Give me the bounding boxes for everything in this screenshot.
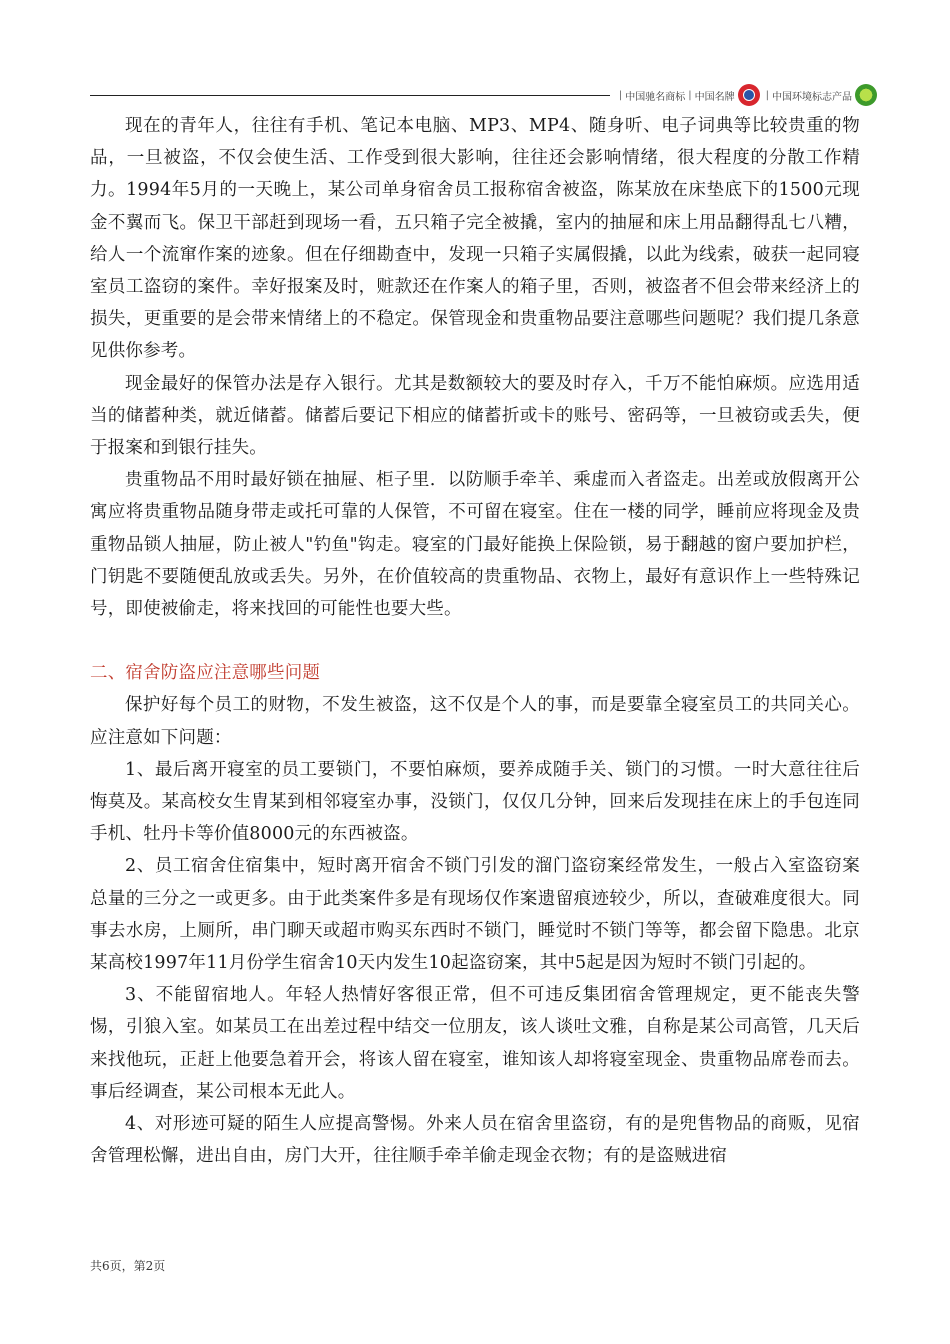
famous-brand-logo-icon xyxy=(738,84,760,106)
section-heading: 二、宿舍防盗应注意哪些问题 xyxy=(90,663,321,684)
paragraph-2: 现金最好的保管办法是存入银行。尤其是数额较大的要及时存入，千万不能怕麻烦。应选用适当的储蓄种类，就近储蓄。储蓄后要记下相应的储蓄折或卡的账号、密码等，一旦被窃或丢失，便于报案和到银行挂失。 xyxy=(90,373,860,459)
section-paragraph-1: 保护好每个员工的财物，不发生被盗，这不仅是个人的事，而是要靠全寝室员工的共同关心。应注意如下问题： xyxy=(90,695,860,748)
paragraph-3: 贵重物品不用时最好锁在抽屉、柜子里．以防顺手牵羊、乘虚而入者盗走。出差或放假离开公寓应将贵重物品随身带走或托可靠的人保管，不可留在寝室。住在一楼的同学，睡前应将现金及贵重物品锁人抽屉，防止被人"钓鱼"钩走。寝室的门最好能换上保险锁，易于翻越的窗户要加护栏，门钥匙不要随便乱放或丢失。另外，在价值较高的贵重物品、衣物上，最好有意识作上一些特殊记号，即使被偷走，将来找回的可能性也要大些。 xyxy=(90,470,860,620)
badge-environment-label: 中国环境标志产品 xyxy=(772,91,852,103)
page-footer: 共6页，第2页 xyxy=(90,1259,166,1273)
page-header xyxy=(90,80,880,112)
document-body xyxy=(90,110,860,1173)
badge-famous-brand: 中国名牌 xyxy=(694,91,735,103)
badge-famous-trademark: 中国驰名商标 xyxy=(625,91,686,103)
section-paragraph-2: 1、最后离开寝室的员工要锁门，不要怕麻烦，要养成随手关、锁门的习惯。一时大意往往后悔莫及。某高校女生胄某到相邻寝室办事，没锁门，仅仅几分钟，回来后发现挂在床上的手包连同手机、牡丹卡等价值8000元的东西被盗。 xyxy=(90,759,860,845)
brand-badges: | 中国驰名商标 | 中国名牌 | 中国环境标志产品 xyxy=(610,82,880,108)
paragraph-1: 现在的青年人，往往有手机、笔记本电脑、MP3、MP4、随身听、电子词典等比较贵重的物品，一旦被盗，不仅会使生活、工作受到很大影响，往往还会影响情绪，很大程度的分散工作精力。1994年5月的一天晚上，某公司单身宿舍员工报称宿舍被盗，陈某放在床垫底下的1500元现金不翼而飞。保卫干部赶到现场一看，五只箱子完全被撬，室内的抽屉和床上用品翻得乱七八糟，给人一个流窜作案的迹象。但在仔细勘查中，发现一只箱子实属假撬，以此为线索，破获一起同寝室员工盗窃的案件。幸好报案及时，赃款还在作案人的箱子里，否则，被盗者不但会带来经济上的损失，更重要的是会带来情绪上的不稳定。保管现金和贵重物品要注意哪些问题呢？我们提几条意见供你参考。 xyxy=(90,116,860,362)
environment-label-logo-icon xyxy=(855,84,877,106)
section-paragraph-4: 3、不能留宿地人。年轻人热情好客很正常，但不可违反集团宿舍管理规定，更不能丧失警惕，引狼入室。如某员工在出差过程中结交一位朋友，该人谈吐文雅，自称是某公司高管，几天后来找他玩，正赶上他要急着开会，将该人留在寝室，谁知该人却将寝室现金、贵重物品席卷而去。事后经调查，某公司根本无此人。 xyxy=(90,985,860,1102)
section-paragraph-3: 2、员工宿舍住宿集中，短时离开宿舍不锁门引发的溜门盗窃案经常发生，一般占入室盗窃案总量的三分之一或更多。由于此类案件多是有现场仅作案遗留痕迹较少，所以，查破难度很大。同事去水房，上厕所，串门聊天或超市购买东西时不锁门，睡觉时不锁门等等，都会留下隐患。北京某高校1997年11月份学生宿舍10天内发生10起盗窃案，其中5起是因为短时不锁门引起的。 xyxy=(90,856,860,974)
section-paragraph-5: 4、对形迹可疑的陌生人应提高警惕。外来人员在宿舍里盗窃，有的是兜售物品的商贩，见宿舍管理松懈，进出自由，房门大开，往往顺手牵羊偷走现金衣物；有的是盗贼进宿 xyxy=(90,1114,860,1167)
